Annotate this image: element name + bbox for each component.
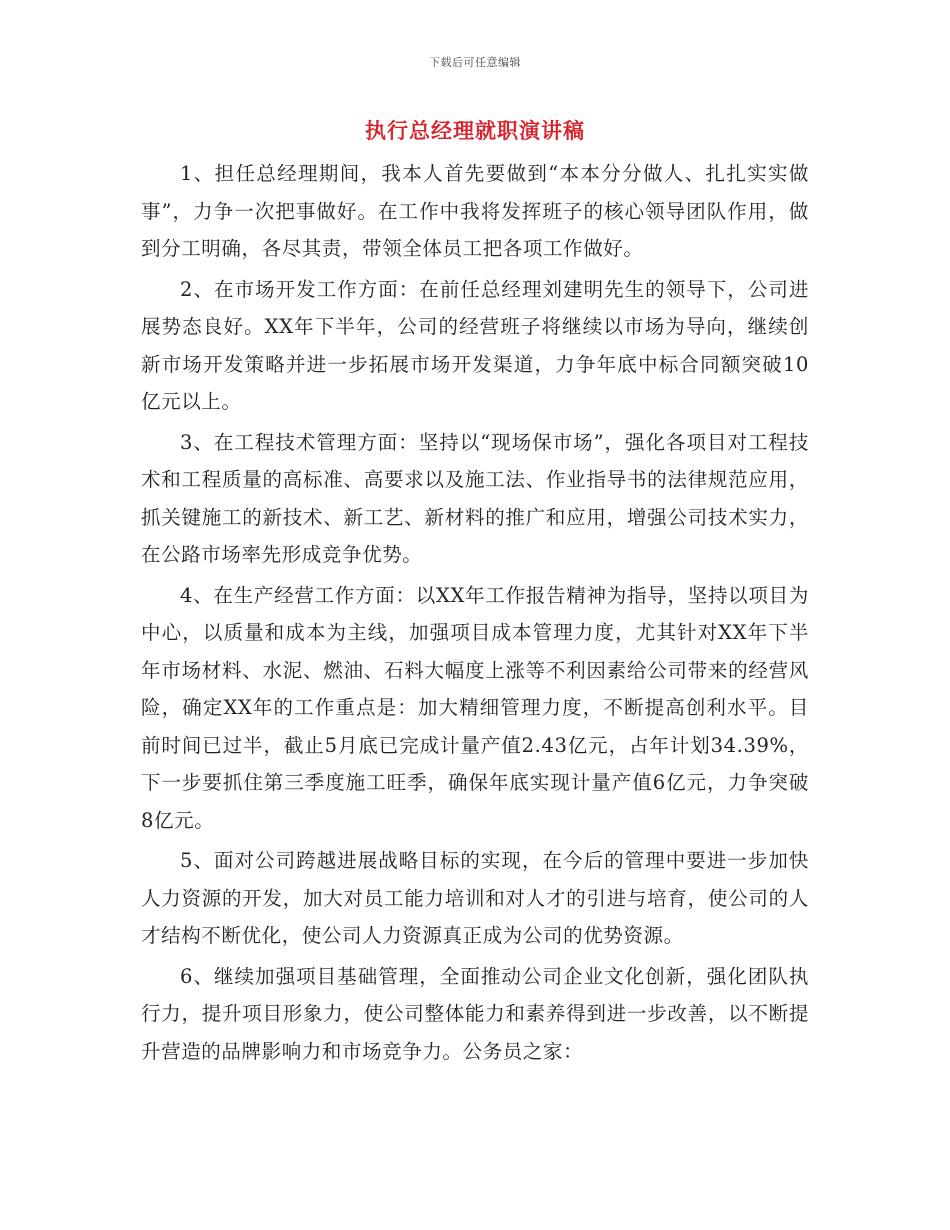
document-title: 执行总经理就职演讲稿	[365, 118, 585, 143]
paragraph-6: 6、继续加强项目基础管理，全面推动公司企业文化创新，强化团队执行力，提升项目形象力，使公司整体能力和素养得到进一步改善，以不断提升营造的品牌影响力和市场竞争力。公务员之家：	[141, 964, 809, 1063]
paragraph-3: 3、在工程技术管理方面：坚持以“现场保市场”，强化各项目对工程技术和工程质量的高标准、高要求以及施工法、作业指导书的法律规范应用，抓关键施工的新技术、新工艺、新材料的推广和应用，增强公司技术实力，在公路市场率先形成竞争优势。	[141, 430, 809, 566]
header-note: 下载后可任意编辑	[429, 56, 521, 69]
document-body	[141, 155, 809, 1073]
paragraph-2: 2、在市场开发工作方面：在前任总经理刘建明先生的领导下，公司进展势态良好。XX年下半年，公司的经营班子将继续以市场为导向，继续创新市场开发策略并进一步拓展市场开发渠道，力争年底中标合同额突破10亿元以上。	[141, 277, 809, 413]
paragraph-4: 4、在生产经营工作方面：以XX年工作报告精神为指导，坚持以项目为中心，以质量和成本为主线，加强项目成本管理力度，尤其针对XX年下半年市场材料、水泥、燃油、石料大幅度上涨等不利因素给公司带来的经营风险，确定XX年的工作重点是：加大精细管理力度，不断提高创利水平。目前时间已过半，截止5月底已完成计量产值2.43亿元，占年计划34.39%，下一步要抓住第三季度施工旺季，确保年底实现计量产值6亿元，力争突破8亿元。	[141, 583, 809, 832]
paragraph-1: 1、担任总经理期间，我本人首先要做到“本本分分做人、扎扎实实做事”，力争一次把事做好。在工作中我将发挥班子的核心领导团队作用，做到分工明确，各尽其责，带领全体员工把各项工作做好。	[141, 162, 809, 260]
paragraph-5: 5、面对公司跨越进展战略目标的实现，在今后的管理中要进一步加快人力资源的开发，加大对员工能力培训和对人才的引进与培育，使公司的人才结构不断优化，使公司人力资源真正成为公司的优势资源。	[141, 849, 809, 947]
